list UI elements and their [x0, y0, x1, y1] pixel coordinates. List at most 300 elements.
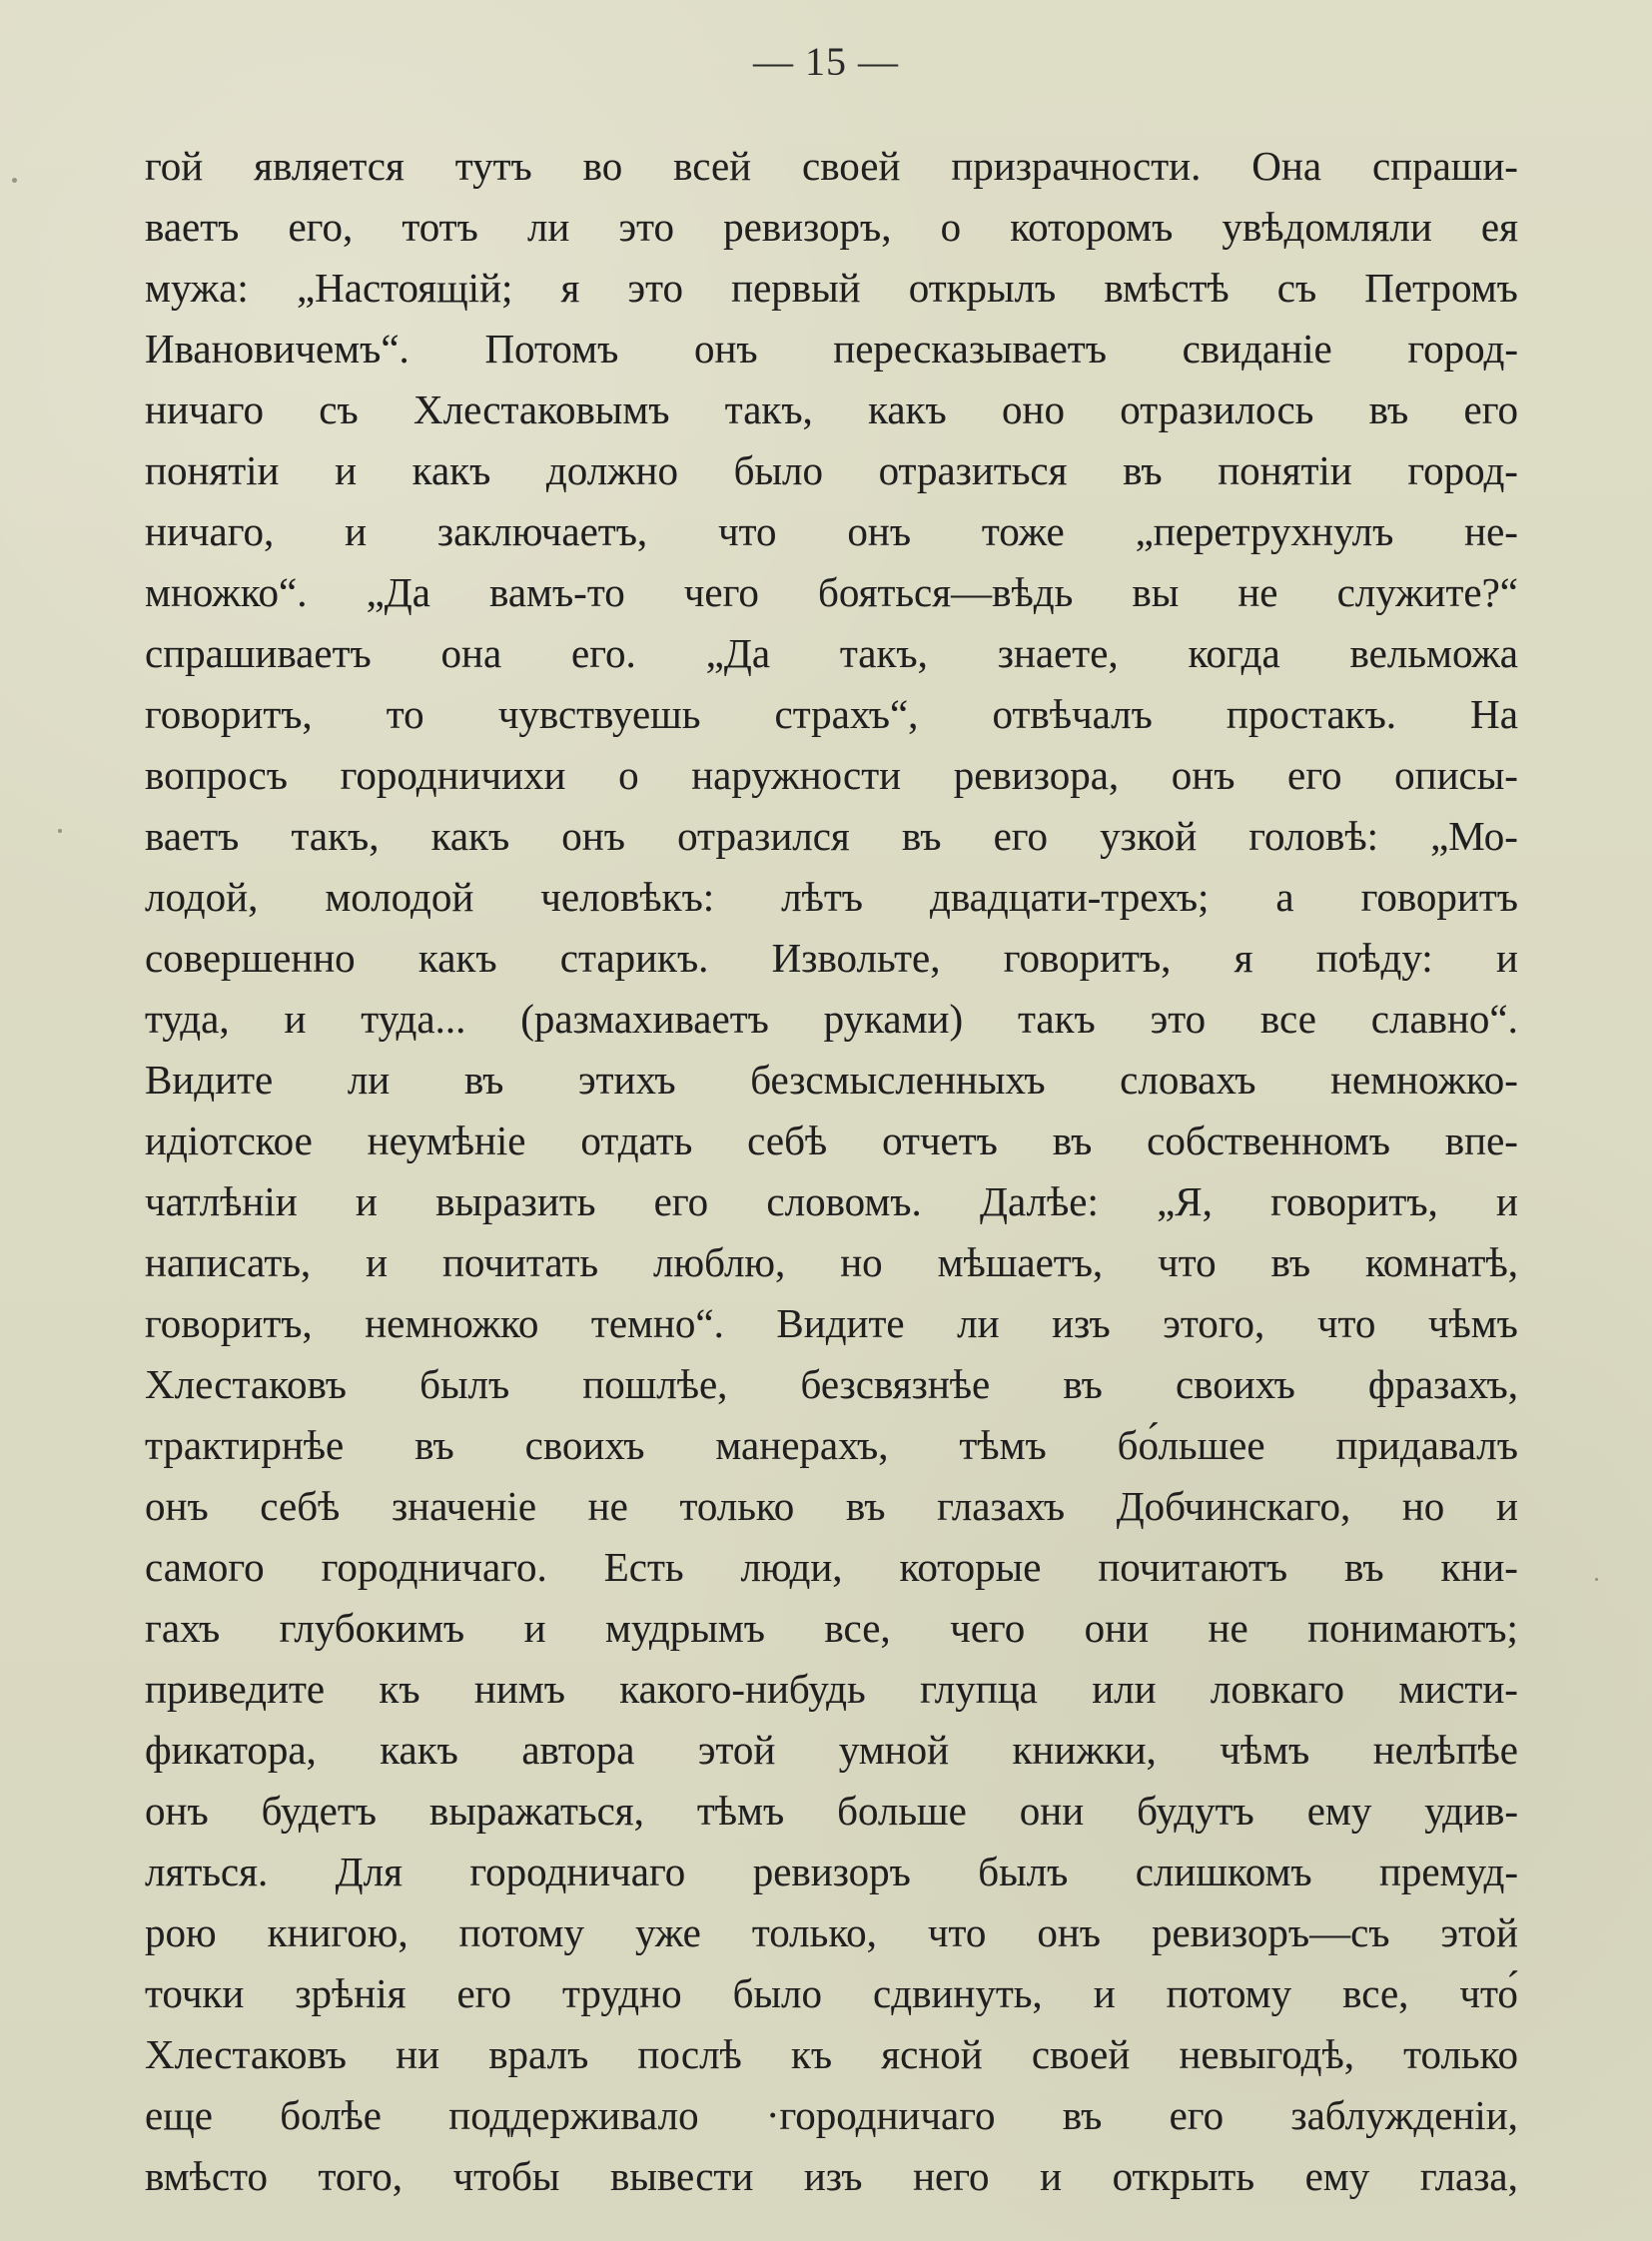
text-line [145, 1476, 1518, 1537]
word: „Мо- [1430, 813, 1518, 859]
word: къ [379, 1666, 420, 1712]
text-line [145, 2146, 1518, 2207]
word: город- [1407, 447, 1518, 493]
word: отвѣчалъ [992, 691, 1153, 737]
word: не- [1464, 508, 1518, 554]
word: и [1495, 1483, 1518, 1529]
word: рою [145, 1909, 217, 1955]
word: этихъ [578, 1057, 676, 1103]
word: будетъ [261, 1788, 377, 1834]
word: зрѣнія [295, 1970, 407, 2016]
word: почитаютъ [1098, 1544, 1288, 1590]
word: всей [673, 143, 752, 189]
text-line [145, 1781, 1518, 1842]
word: себѣ [260, 1483, 341, 1529]
word: и [1093, 1970, 1116, 2016]
paper-speck [1595, 1578, 1598, 1581]
word: его [1287, 752, 1342, 798]
word: „Настоящій; [296, 265, 513, 311]
word: вы [1132, 569, 1180, 615]
word: его [1169, 2092, 1225, 2138]
word: своей [802, 143, 901, 189]
word: Извольте, [771, 935, 941, 981]
word: я [560, 265, 580, 311]
word: Петромъ [1364, 265, 1518, 311]
word: выразить [435, 1178, 596, 1224]
word: въ [1344, 1544, 1384, 1590]
word: простакъ. [1226, 691, 1397, 737]
word: такъ, [291, 813, 380, 859]
word: пересказываетъ [833, 326, 1107, 372]
word: люблю, [653, 1239, 786, 1285]
word: только [679, 1483, 795, 1529]
word: Далѣе: [980, 1178, 1099, 1224]
word: ваетъ [145, 813, 240, 859]
word: поддерживало [448, 2092, 699, 2138]
word: головѣ: [1248, 813, 1378, 859]
word: они [1019, 1788, 1085, 1834]
word: въ [901, 813, 942, 859]
word: но [1401, 1483, 1445, 1529]
word: не [1208, 1605, 1248, 1651]
word: спрашиваетъ [145, 630, 372, 676]
word: въ [463, 1057, 504, 1103]
word: что [1158, 1239, 1217, 1285]
word: Для [335, 1849, 403, 1894]
word: словомъ. [766, 1178, 922, 1224]
word: написать, [145, 1239, 312, 1285]
text-line [145, 562, 1518, 623]
word: съ [319, 386, 359, 432]
word: своей [1031, 2031, 1131, 2077]
word: онъ [145, 1483, 209, 1529]
text-line [145, 1720, 1518, 1781]
text-line [145, 1354, 1518, 1415]
word: ему [1304, 2153, 1370, 2199]
word: фикатора, [145, 1727, 317, 1773]
word: Она [1251, 143, 1322, 189]
word: вралъ [488, 2031, 589, 2077]
word: Видите [145, 1057, 274, 1103]
word: впе- [1444, 1118, 1518, 1163]
text-line [145, 623, 1518, 684]
word: глупца [920, 1666, 1038, 1712]
word: ли [957, 1300, 1000, 1346]
word: туда, [145, 996, 230, 1042]
word: и [284, 996, 307, 1042]
word: первый [731, 265, 861, 311]
word: онъ [1171, 752, 1236, 798]
text-line [145, 440, 1518, 501]
word: къ [790, 2031, 833, 2077]
word: которые [899, 1544, 1042, 1590]
word: и [366, 1239, 389, 1285]
text-line [145, 258, 1518, 319]
text-line [145, 1050, 1518, 1111]
word: и [1495, 935, 1518, 981]
word: его [456, 1970, 511, 2016]
word: своихъ [524, 1422, 645, 1468]
word: поѣду: [1315, 935, 1433, 981]
word: потому [458, 1909, 584, 1955]
word: ловкаго [1210, 1666, 1344, 1712]
word: былъ [419, 1361, 510, 1407]
word: ни [396, 2031, 440, 2077]
word: уже [634, 1909, 701, 1955]
word: Ивановичемъ“. [145, 326, 410, 372]
word: мудрымъ [605, 1605, 765, 1651]
text-line [145, 1598, 1518, 1659]
word: удив- [1424, 1788, 1518, 1834]
text-line [145, 2024, 1518, 2085]
word: что [927, 1909, 987, 1955]
word: лѣтъ [781, 874, 864, 920]
word: Хлестаковъ [145, 1361, 347, 1407]
word: въ [414, 1422, 454, 1468]
word: сдвинуть, [873, 1970, 1043, 2016]
word: будутъ [1137, 1788, 1254, 1834]
word: это [627, 265, 683, 311]
word: былъ [978, 1849, 1069, 1894]
word: отдать [580, 1118, 693, 1163]
word: когда [1188, 630, 1280, 676]
word: понятіи [145, 447, 280, 493]
word: него [913, 2153, 990, 2199]
word: самого [145, 1544, 265, 1590]
word: бояться—вѣдь [818, 569, 1074, 615]
word: что [718, 508, 777, 554]
text-line [145, 1902, 1518, 1963]
word: невыгодѣ, [1179, 2031, 1354, 2077]
word: узкой [1100, 813, 1198, 859]
word: отразилось [1120, 386, 1314, 432]
word: онъ [561, 813, 625, 859]
word: открыть [1112, 2153, 1255, 2199]
word: то [386, 691, 424, 737]
word: немножко [365, 1300, 539, 1346]
word: какого-нибудь [619, 1666, 866, 1712]
word: тутъ [454, 143, 532, 189]
word: какъ [380, 1727, 458, 1773]
word: чтобы [452, 2153, 560, 2199]
word: болѣе [280, 2092, 382, 2138]
word: какъ [868, 386, 947, 432]
word: кни- [1440, 1544, 1518, 1590]
word: молодой [325, 874, 474, 920]
word: этой [1440, 1909, 1518, 1955]
word: увѣдомляли [1222, 204, 1432, 250]
word: мѣшаетъ, [937, 1239, 1104, 1285]
word: потому [1166, 1970, 1292, 2016]
word: выражаться, [428, 1788, 644, 1834]
page-text [145, 136, 1518, 2207]
word: чего [950, 1605, 1026, 1651]
text-line [145, 1537, 1518, 1598]
word: и [345, 508, 368, 554]
word: „перетрухнулъ [1135, 508, 1394, 554]
word: славно“. [1370, 996, 1518, 1042]
text-line [145, 1963, 1518, 2024]
paper-speck [58, 829, 62, 833]
word: ея [1480, 204, 1518, 250]
word: что́ [1459, 1970, 1518, 2016]
word: городничаго [469, 1849, 686, 1894]
word: и [355, 1178, 378, 1224]
word: тотъ [402, 204, 478, 250]
text-line [145, 1232, 1518, 1293]
word: вмѣстѣ [1104, 265, 1230, 311]
word: манерахъ, [715, 1422, 889, 1468]
word: неумѣніе [367, 1118, 526, 1163]
word: вамъ-то [489, 569, 625, 615]
word: въ [1368, 386, 1409, 432]
word: точки [145, 1970, 245, 2016]
word: безсвязнѣе [800, 1361, 991, 1407]
word: понятіи [1218, 447, 1352, 493]
word: тоже [981, 508, 1065, 554]
word: нелѣпѣе [1372, 1727, 1518, 1773]
word: гой [145, 143, 204, 189]
word: все, [824, 1605, 891, 1651]
word: какъ [430, 813, 510, 859]
word: ничаго [145, 386, 264, 432]
word: или [1092, 1666, 1157, 1712]
word: свиданіе [1182, 326, 1332, 372]
word: онъ [1037, 1909, 1101, 1955]
word: говоритъ, [145, 691, 313, 737]
word: въ [1063, 1361, 1103, 1407]
word: такъ [1018, 996, 1096, 1042]
text-line [145, 319, 1518, 379]
word: мисти- [1398, 1666, 1518, 1712]
word: его, [288, 204, 354, 250]
word: говоритъ, [1270, 1178, 1438, 1224]
word: пошлѣе, [582, 1361, 728, 1407]
word: еще [145, 2092, 213, 2138]
word: чѣмъ [1220, 1727, 1310, 1773]
word: вывести [609, 2153, 754, 2199]
word: въ [845, 1483, 886, 1529]
word: значеніе [391, 1483, 537, 1529]
word: страхъ“, [774, 691, 919, 737]
word: Видите [776, 1300, 905, 1346]
word: знаете, [997, 630, 1119, 676]
word: Потомъ [484, 326, 619, 372]
word: темно“. [590, 1300, 724, 1346]
word: понимаютъ; [1307, 1605, 1518, 1651]
word: описы- [1394, 752, 1518, 798]
word: глазахъ [937, 1483, 1066, 1529]
word: въ [1052, 1118, 1093, 1163]
word: (размахиваетъ [520, 996, 769, 1042]
word: было [733, 447, 823, 493]
word: они [1084, 1605, 1150, 1651]
word: и [1040, 2153, 1063, 2199]
word: говоритъ, [145, 1300, 313, 1346]
word: безсмысленныхъ [750, 1057, 1046, 1103]
text-line [145, 867, 1518, 928]
text-line [145, 1659, 1518, 1720]
word: тѣмъ [696, 1788, 785, 1834]
word: вельможа [1349, 630, 1518, 676]
word: чего [683, 569, 759, 615]
word: въ [1062, 2092, 1103, 2138]
word: что [1316, 1300, 1376, 1346]
text-line [145, 1171, 1518, 1232]
word: о [940, 204, 962, 250]
word: во [582, 143, 623, 189]
word: въ [1270, 1239, 1311, 1285]
word: изъ [1052, 1300, 1111, 1346]
word: это [618, 204, 674, 250]
word: является [254, 143, 405, 189]
word: На [1470, 691, 1518, 737]
word: ему [1306, 1788, 1372, 1834]
word: идіотское [145, 1118, 313, 1163]
word: его. [571, 630, 636, 676]
word: ясной [881, 2031, 983, 2077]
word: человѣкъ: [540, 874, 715, 920]
paper-speck [12, 178, 17, 183]
word: только, [751, 1909, 877, 1955]
word: такъ, [724, 386, 813, 432]
word: лодой, [145, 874, 259, 920]
word: и [523, 1605, 546, 1651]
word: мужа: [145, 265, 249, 311]
word: она [440, 630, 502, 676]
word: ревизоръ [752, 1849, 911, 1894]
word: это [1150, 996, 1207, 1042]
word: старикъ. [559, 935, 709, 981]
text-line [145, 684, 1518, 745]
word: книжки, [1012, 1727, 1157, 1773]
word: гахъ [145, 1605, 221, 1651]
word: я [1234, 935, 1253, 981]
word: его [993, 813, 1049, 859]
word: и [335, 447, 358, 493]
word: онъ [847, 508, 912, 554]
word: вмѣсто [145, 2153, 268, 2199]
word: вопросъ [145, 752, 288, 798]
word: „Да [705, 630, 771, 676]
word: двадцати-трехъ; [929, 874, 1210, 920]
word: люди, [740, 1544, 843, 1590]
word: ·городничаго [765, 2092, 996, 2138]
word: ничаго, [145, 508, 275, 554]
word: немножко- [1330, 1057, 1518, 1103]
word: собственномъ [1147, 1118, 1390, 1163]
word: все [1259, 996, 1316, 1042]
word: Хлестаковъ [145, 2031, 347, 2077]
word: Есть [603, 1544, 684, 1590]
word: слишкомъ [1135, 1849, 1312, 1894]
word: чѣмъ [1427, 1300, 1518, 1346]
word: ревизоръ, [723, 204, 892, 250]
word: отразился [677, 813, 850, 859]
word: автора [521, 1727, 635, 1773]
text-line [145, 136, 1518, 197]
word: себѣ [747, 1118, 828, 1163]
text-line [145, 928, 1518, 989]
word: служите?“ [1336, 569, 1518, 615]
word: Хлестаковымъ [413, 386, 670, 432]
word: тѣмъ [959, 1422, 1047, 1468]
word: городничихи [340, 752, 566, 798]
word: словахъ [1120, 1057, 1256, 1103]
word: должно [545, 447, 678, 493]
word: приведите [145, 1666, 326, 1712]
word: и [1496, 1178, 1518, 1224]
word: такъ, [839, 630, 928, 676]
word: фразахъ, [1367, 1361, 1518, 1407]
word: не [1238, 569, 1278, 615]
word: открылъ [908, 265, 1057, 311]
word: чатлѣніи [145, 1178, 298, 1224]
word: изъ [803, 2153, 863, 2199]
word: множко“. [145, 569, 308, 615]
text-line [145, 1415, 1518, 1476]
word: книгою, [267, 1909, 409, 1955]
page-number: — 15 — [753, 39, 899, 84]
word: говоритъ [1360, 874, 1518, 920]
word: ляться. [145, 1849, 269, 1894]
word: ревизоръ—съ [1151, 1909, 1390, 1955]
word: онъ [145, 1788, 209, 1834]
word: онъ [693, 326, 758, 372]
word: городничаго. [321, 1544, 547, 1590]
word: наружности [691, 752, 902, 798]
word: заблужденіи, [1290, 2092, 1518, 2138]
text-line [145, 1111, 1518, 1171]
text-line [145, 2085, 1518, 2146]
word: трудно [562, 1970, 682, 2016]
word: совершенно [145, 935, 356, 981]
word: которомъ [1010, 204, 1174, 250]
text-line [145, 989, 1518, 1050]
word: глаза, [1419, 2153, 1518, 2199]
word: оно [1002, 386, 1065, 432]
word: призрачности. [951, 143, 1202, 189]
word: город- [1407, 326, 1518, 372]
word: ли [526, 204, 570, 250]
word: больше [837, 1788, 967, 1834]
word: „Да [366, 569, 430, 615]
word: не [587, 1483, 628, 1529]
word: умной [838, 1727, 950, 1773]
word: ревизора, [953, 752, 1120, 798]
text-line [145, 1842, 1518, 1902]
word: ваетъ [145, 204, 240, 250]
word: глубокимъ [279, 1605, 465, 1651]
word: только [1403, 2031, 1518, 2077]
word: того, [318, 2153, 403, 2199]
word: „Я, [1157, 1178, 1213, 1224]
word: его [1463, 386, 1518, 432]
word: нимъ [473, 1666, 565, 1712]
word: о [618, 752, 639, 798]
word: премуд- [1378, 1849, 1518, 1894]
word: этой [697, 1727, 776, 1773]
word: ли [347, 1057, 391, 1103]
word: комнатѣ, [1364, 1239, 1518, 1285]
word: трактирнѣе [145, 1422, 345, 1468]
text-line [145, 379, 1518, 440]
word: туда... [361, 996, 466, 1042]
word: своихъ [1175, 1361, 1295, 1407]
text-line [145, 806, 1518, 867]
word: руками) [823, 996, 964, 1042]
word: отразиться [878, 447, 1068, 493]
